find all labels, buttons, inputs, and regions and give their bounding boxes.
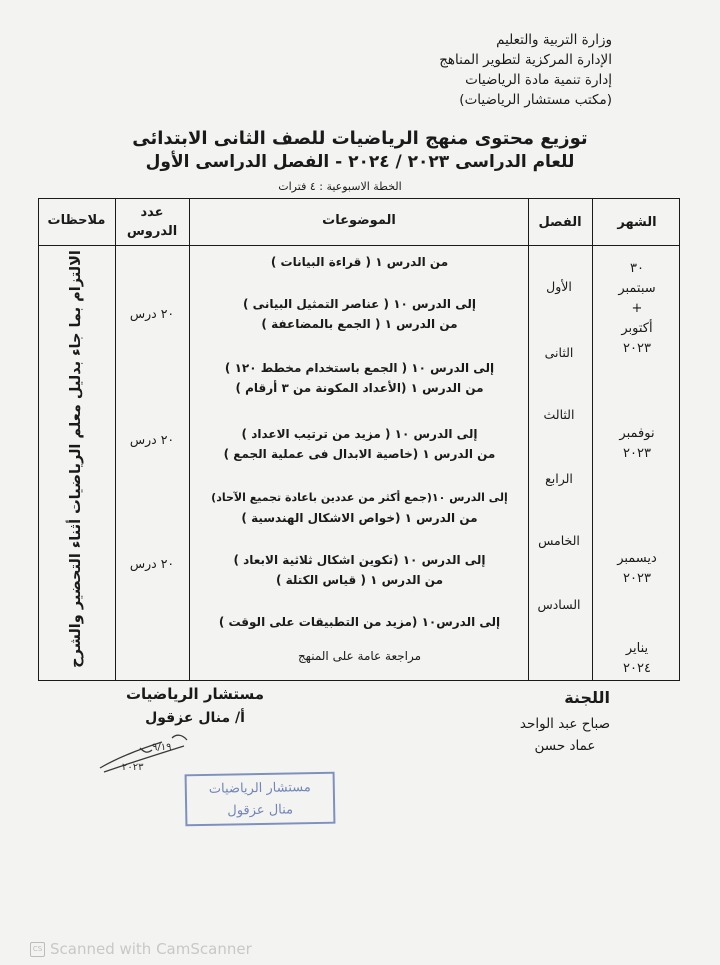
chapter-cell: الخامس [538,533,580,548]
topic-line: إلى الدرس ١٠ ( عناصر التمثيل البيانى ) [243,297,476,311]
header-notes: ملاحظات [47,213,106,228]
stamp-line: مستشار الرياضيات [208,780,311,797]
header-divider [39,245,679,246]
topic-line: إلى الدرس ١٠(جمع أكثر من عددين باعادة تجميع الآحاد) [211,491,508,504]
document-title: توزيع محتوى منهج الرياضيات للصف الثانى الابتدائى [132,128,588,149]
notes-cell [41,244,111,674]
watermark-text: Scanned with CamScanner [50,940,252,958]
ministry-header [312,30,612,110]
topic-line: إلى الدرس ١٠ ( مزيد من ترتيب الاعداد ) [241,427,478,441]
consultant-title: مستشار الرياضيات [125,685,265,703]
topic-line: إلى الدرس١٠ (مزيد من التطبيقات على الوقت ) [218,615,501,629]
month-cell: ٣٠ سبتمبر + أكتوبر ٢٠٢٣ [618,261,656,356]
chapter-cell: الثانى [544,345,574,360]
committee-member: صباح عبد الواحد [519,716,611,732]
chapter-cell: السادس [537,597,581,612]
topic-line: إلى الدرس ١٠ ( الجمع باستخدام مخطط ١٢٠ ) [224,361,495,375]
signature-date-line: ٢٠٢٣ [122,762,144,773]
lesson-count-cell: ٢٠ درس [129,556,175,571]
topic-line: من الدرس ١ (الأعداد المكونة من ٣ أرقام ) [235,381,484,395]
topic-line: من الدرس ١ ( الجمع بالمضاعفة ) [261,317,458,331]
weekly-plan: الخطة الاسبوعية : ٤ فترات [278,180,402,193]
scanner-watermark [30,940,252,958]
chapter-cell: الأول [546,279,572,294]
column-divider [592,199,593,680]
ministry-line: وزارة التربية والتعليم [496,32,612,48]
signature-date-line: ٩/١٩ [152,742,172,753]
ministry-line: الإدارة المركزية لتطوير المناهج [439,52,612,68]
chapter-cell: الرابع [545,471,573,486]
topic-line: من الدرس ١ ( قياس الكتلة ) [275,573,444,587]
consultant-name: أ/ منال عزقول [145,710,245,726]
topic-line: من الدرس ١ ( قراءة البيانات ) [270,255,449,269]
committee-label: اللجنة [564,688,610,707]
lesson-count-cell: ٢٠ درس [129,432,175,447]
month-cell: ديسمبر ٢٠٢٣ [617,551,657,586]
header-topics: الموضوعات [322,213,396,228]
ministry-line: إدارة تنمية مادة الرياضيات [465,72,612,88]
ministry-line: (مكتب مستشار الرياضيات) [459,92,612,108]
lesson-count-cell: ٢٠ درس [129,306,175,321]
committee-member: عماد حسن [534,738,596,754]
header-month: الشهر [617,215,657,230]
chapter-cell: الثالث [543,407,575,422]
header-chapter: الفصل [538,215,582,230]
month-cell: نوفمبر ٢٠٢٣ [619,426,655,461]
handwritten-signature [92,728,202,778]
topic-line: مراجعة عامة على المنهج [297,649,422,663]
topic-line: إلى الدرس ١٠ (تكوين اشكال ثلاثية الابعاد ) [233,553,486,567]
document-subtitle: للعام الدراسى ٢٠٢٣ / ٢٠٢٤ - الفصل الدراسى الأول [145,152,575,172]
camscanner-icon: CS [30,942,45,957]
month-cell: يناير ٢٠٢٤ [623,641,651,676]
topic-line: من الدرس ١ (خاصية الابدال فى عملية الجمع ) [223,447,496,461]
official-stamp [185,772,336,827]
notes-text: الالتزام بما جاء بدليل معلم الرياضيات أثناء التحضير والشرح [68,250,85,668]
header-lesson-count: عدد الدروس [126,205,178,239]
topic-line: من الدرس ١ (خواص الاشكال الهندسية ) [241,511,478,525]
stamp-line: منال عزقول [227,802,294,819]
curriculum-table [38,198,680,681]
column-divider [189,199,190,680]
